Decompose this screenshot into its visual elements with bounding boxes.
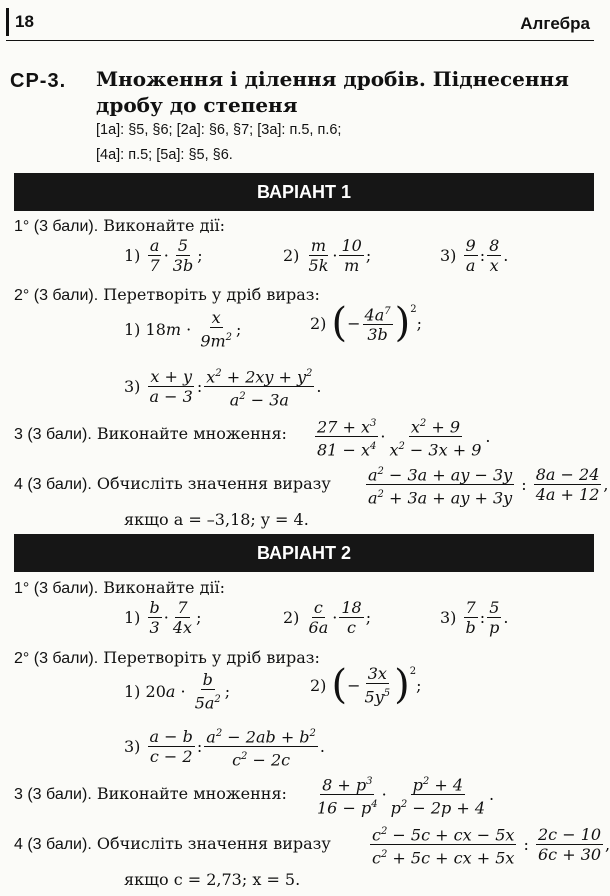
v2-task4-expr: $\frac{c^2 - 5c + cx - 5x}{c^2 + 5c + cx + 5x}$ : $\frac{2c - 10}{6c + 30}$ , [368,822,610,868]
v2-task2-expr3: 3) $\frac{a - b}{c - 2}$ : $\frac{a^2 - 2ab + b^2}{c^2 - 2c}$ . [124,724,325,770]
task-label: 3 (3 бали). [14,426,92,443]
v2-task2-heading [14,648,320,668]
task-label: 4 (3 бали). [14,836,92,853]
task-label: 2° (3 бали). [14,287,99,304]
task-instruction: Виконайте дії: [103,216,226,235]
v2-task3-expr: $\frac{8 + p^3}{16 - p^4}$ · $\frac{p^2 + 4}{p^2 - 2p + 4}$ . [313,772,494,818]
task-label: 1° (3 бали). [14,580,99,597]
task-instruction: Виконайте дії: [103,578,226,597]
v2-task1-expr1: 1) $\frac{b}{3}$ · $\frac{7}{4x}$ ; [124,598,202,637]
v2-task2-expr2: 2) ( − $\frac{3x}{5y^5}$ ) $^2$ ; [310,662,422,709]
v2-task1-expr3: 3) $\frac{7}{b}$ : $\frac{5}{p}$ . [440,598,509,637]
task-label: 3 (3 бали). [14,786,92,803]
task-label: 1° (3 бали). [14,218,99,235]
task-instruction: Обчисліть значення виразу [96,474,331,493]
task-instruction: Перетворіть у дріб вираз: [103,648,320,667]
page-number: 18 [6,8,34,36]
v1-task3-expr: $\frac{27 + x^3}{81 - x^4}$ · $\frac{x^2 + 9}{x^2 - 3x + 9}$ . [313,414,490,460]
references-line-1: [1а]: §5, §6; [2а]: §6, §7; [3а]: п.5, п.6; [96,122,342,138]
task-instruction: Обчисліть значення виразу [96,834,331,853]
v2-task4-condition: якщо c = 2,73; x = 5. [124,870,301,889]
header-divider [6,40,594,41]
v1-task1-heading [14,216,225,236]
v1-task2-expr1: 1) 18 m · $\frac{x}{9m^2}$ ; [124,308,242,351]
task-instruction: Виконайте множення: [96,784,287,803]
v2-task1-expr2: 2) $\frac{c}{6a}$ · $\frac{18}{c}$ ; [283,598,372,637]
section-title: Множення і ділення дробів. Піднесення дробу до степеня [96,67,569,117]
v1-task2-heading [14,285,320,305]
subject-title: Алгебра [520,14,590,33]
v1-task1-expr1: 1) $\frac{a}{7}$ · $\frac{5}{3b}$ ; [124,236,203,275]
v1-task3-heading [14,424,287,444]
v2-task3-heading [14,784,287,804]
task-label: 2° (3 бали). [14,650,99,667]
references-line-2: [4а]: п.5; [5а]: §5, §6. [96,147,233,163]
v1-task2-expr2: 2) ( − $\frac{4a^7}{3b}$ ) $^2$ ; [310,300,422,347]
v1-task1-expr2: 2) $\frac{m}{5k}$ · $\frac{10}{m}$ ; [283,236,372,275]
task-instruction: Перетворіть у дріб вираз: [103,285,320,304]
v1-task4-expr: $\frac{a^2 - 3a + ay - 3y}{a^2 + 3a + ay + 3y}$ : $\frac{8a - 24}{4a + 12}$ , [364,462,608,508]
section-code: СР-3. [10,70,67,92]
v2-task2-expr1: 1) 20 a · $\frac{b}{5a^2}$ ; [124,670,231,713]
variant-2-banner: ВАРІАНТ 2 [14,534,594,572]
task-instruction: Виконайте множення: [96,424,287,443]
task-label: 4 (3 бали). [14,476,92,493]
v1-task4-condition: якщо a = –3,18; y = 4. [124,510,309,529]
v1-task1-expr3: 3) $\frac{9}{a}$ : $\frac{8}{x}$ . [440,236,509,275]
variant-1-banner: ВАРІАНТ 1 [14,173,594,211]
v1-task4-heading [14,474,331,494]
v1-task2-expr3: 3) $\frac{x + y}{a - 3}$ : $\frac{x^2 + 2xy + y^2}{a^2 - 3a}$ . [124,364,322,410]
v2-task1-heading [14,578,225,598]
v2-task4-heading [14,834,331,854]
